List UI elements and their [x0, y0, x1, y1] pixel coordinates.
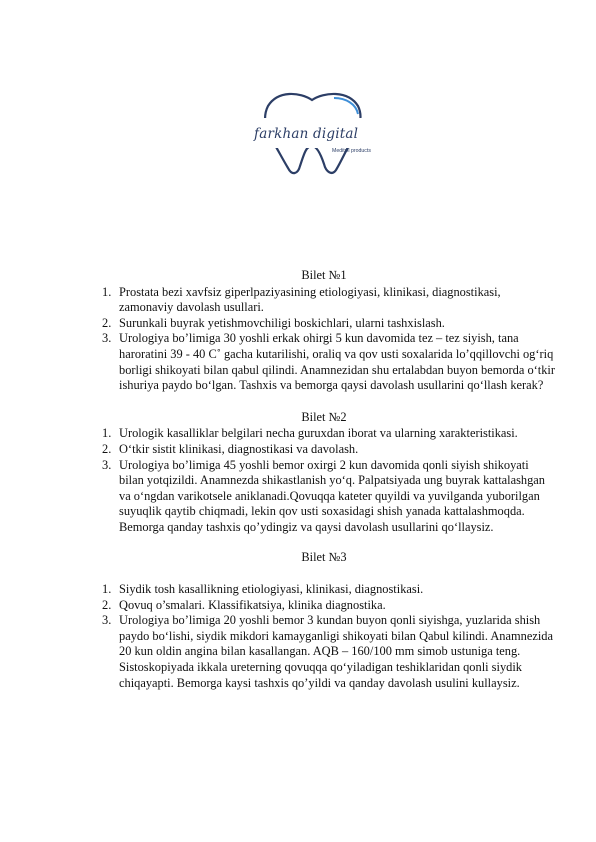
question-item — [0, 598, 596, 614]
question-number: 2. — [102, 441, 112, 456]
logo-subtitle: Meditsil products — [332, 148, 371, 154]
question-text: Urologiya bo’limiga 20 yoshli bemor 3 kundan buyon qonli siyishga, yuzlarida shish paydo bo‘lishi, siydik mikdori kamayganligi shikoyati bilan Qabul kilindi. Anamnezida 20 kun oldin angina bilan kasallangan. AQB – 160/100 mm simob ustuniga teng. Sistoskopiyada ikkala ureterning qovuqqa qo‘yiladigan teshiklaridan qonli siydik chiqayapti. Bemorga kaysi tashxis qo’yildi va qanday davolash usulini kullaysiz. — [119, 613, 553, 690]
logo-brand-text: farkhan digital — [254, 126, 359, 142]
ticket-title: Bilet №1 — [301, 268, 347, 282]
question-text: Siydik tosh kasallikning etiologiyasi, klinikasi, diagnostikasi. — [119, 582, 424, 597]
brand-logo — [248, 88, 378, 188]
question-number: 1. — [102, 426, 112, 441]
ticket-2 — [0, 410, 596, 536]
section-spacer — [0, 536, 596, 550]
tooth-logo-icon — [248, 88, 378, 188]
question-text: Surunkali buyrak yetishmovchiligi boskichlari, ularni tashxislash. — [119, 315, 445, 330]
question-item — [0, 316, 596, 332]
question-item — [0, 582, 596, 598]
question-item — [0, 285, 596, 316]
title-spacer — [0, 565, 596, 581]
question-text: Qovuq o’smalari. Klassifikatsiya, klinika diagnostika. — [119, 597, 386, 612]
question-number: 1. — [102, 284, 112, 299]
question-number: 3. — [102, 457, 112, 472]
question-item — [0, 426, 596, 442]
question-item — [0, 613, 596, 691]
question-number: 1. — [102, 582, 112, 597]
ticket-title: Bilet №2 — [301, 409, 347, 424]
question-item — [0, 442, 596, 458]
question-list — [0, 285, 596, 394]
question-number: 3. — [102, 331, 112, 346]
question-text: Urologiya bo’limiga 45 yoshli bemor oxirgi 2 kun davomida qonli siyish shikoyati bilan yotqizildi. Anamnezda shikastlanish yo‘q. Palpatsiyada ung buyrak kattalashgan va o‘ngdan varikotsele aniklanadi.Qovuqqa kateter quyildi va yuvilganda yuborilgan suyuqlik qaytib chiqmadi, lekin qov usti soxasidagi shish yanada kattalashmoqda. Bemorga qanday tashxis qo’ydingiz va qaysi davolash usullarini qo‘llaysiz. — [119, 457, 546, 534]
question-item — [0, 331, 596, 393]
question-number: 2. — [102, 315, 112, 330]
section-spacer — [0, 394, 596, 410]
question-text: Urologiya bo’limiga 30 yoshli erkak ohirgi 5 kun davomida tez – tez siyish, tana haroratini 39 - 40 C˚ gacha kutarilishi, oraliq va qov usti soxalarida lo’qqillovchi og‘riq borligi shikoyati bilan qabul qilindi. Anamnezidan shu ertalabdan buyon bemorda o‘tkir ishuriya paydo bo‘lgan. Tashxis va bemorga qaysi davolash usullarini qo‘llash kerak? — [119, 331, 555, 393]
question-text: Urologik kasalliklar belgilari necha guruxdan iborat va ularning xarakteristikasi. — [119, 426, 518, 441]
question-text: O‘tkir sistit klinikasi, diagnostikasi va davolash. — [119, 441, 359, 456]
question-number: 2. — [102, 597, 112, 612]
question-text: Prostata bezi xavfsiz giperlpaziyasining etiologiyasi, klinikasi, diagnostikasi, zamonaviy davolash usullari. — [119, 284, 501, 315]
ticket-1 — [0, 268, 596, 394]
exam-content — [0, 268, 596, 691]
question-list — [0, 426, 596, 535]
ticket-title: Bilet №3 — [301, 549, 347, 564]
ticket-3 — [0, 550, 596, 692]
question-number: 3. — [102, 613, 112, 628]
question-item — [0, 458, 596, 536]
question-list — [0, 582, 596, 691]
